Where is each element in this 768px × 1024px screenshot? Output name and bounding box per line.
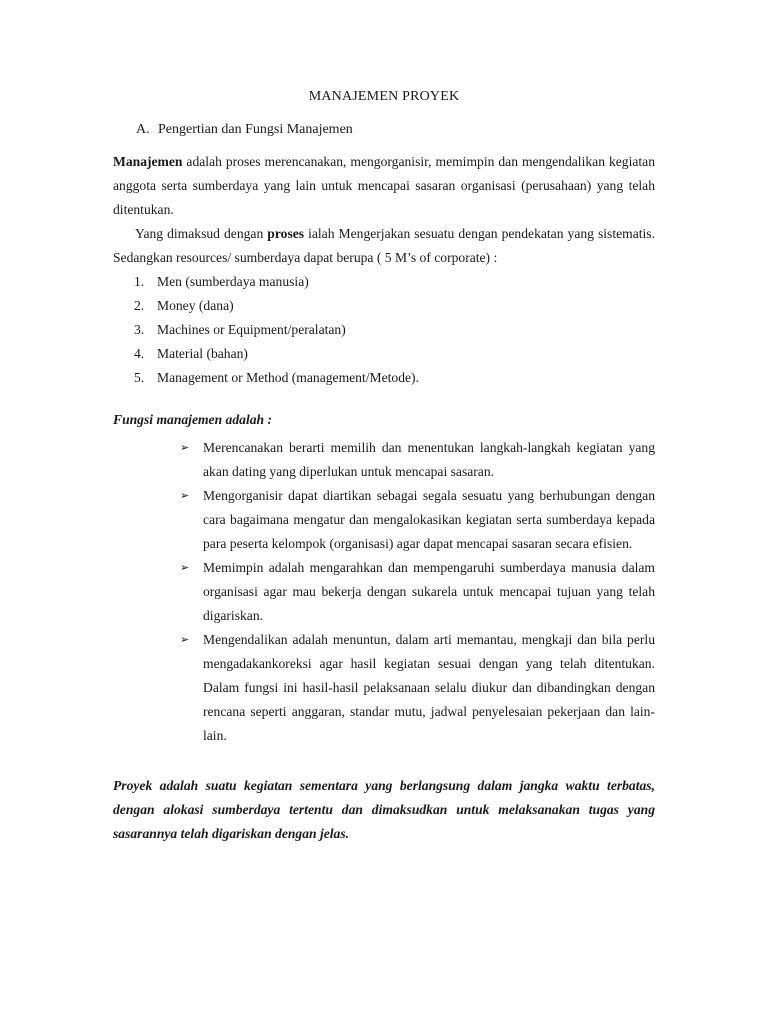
list-text: Management or Method (management/Metode). xyxy=(157,370,419,385)
list-item xyxy=(134,270,654,294)
list-text: Mengendalikan adalah menuntun, dalam arti memantau, mengkaji dan bila perlu mengadakankoreksi agar hasil kegiatan sesuai dengan yang telah ditentukan. Dalam fungsi ini hasil-hasil pelaksanaan selalu diukur dan dibandingkan dengan rencana seperti anggaran, standar mutu, jadwal penyelesaian pekerjaan dan lain-lain. xyxy=(203,632,655,743)
list-item xyxy=(134,318,654,342)
list-number: 2. xyxy=(134,298,145,313)
term-proses: proses xyxy=(267,226,305,241)
paragraph-manajemen xyxy=(113,150,655,222)
paragraph-manajemen-text: adalah proses merencanakan, mengorganisir, memimpin dan mengendalikan kegiatan anggota serta sumberdaya yang lain untuk mencapai sasaran organisasi (perusahaan) yang telah ditentukan. xyxy=(113,154,655,217)
list-item xyxy=(180,556,655,628)
section-letter: A. xyxy=(136,122,150,137)
list-text: Material (bahan) xyxy=(157,346,248,361)
term-manajemen: Manajemen xyxy=(113,154,183,169)
paragraph-proses xyxy=(113,222,655,270)
fungsi-heading: Fungsi manajemen adalah : xyxy=(113,412,273,427)
document-title: MANAJEMEN PROYEK xyxy=(308,89,460,104)
list-item xyxy=(180,484,655,556)
list-item xyxy=(134,294,654,318)
list-number: 5. xyxy=(134,370,145,385)
arrowhead-bullet-icon: ➢ xyxy=(180,442,190,454)
paragraph-proses-after: ialah Mengerjakan sesuatu dengan pendekatan yang sistematis. Sedangkan resources/ sumberdaya dapat berupa ( 5 M’s of corporate) : xyxy=(113,226,655,265)
fungsi-list xyxy=(180,436,655,748)
list-text: Machines or Equipment/peralatan) xyxy=(157,322,346,337)
list-text: Men (sumberdaya manusia) xyxy=(157,274,309,289)
list-text: Merencanakan berarti memilih dan menentukan langkah-langkah kegiatan yang akan dating yang diperlukan untuk mencapai sasaran. xyxy=(203,440,655,479)
list-number: 1. xyxy=(134,274,145,289)
section-heading-text: Pengertian dan Fungsi Manajemen xyxy=(158,122,353,137)
arrowhead-bullet-icon: ➢ xyxy=(180,634,190,646)
list-number: 4. xyxy=(134,346,145,361)
list-item xyxy=(134,366,654,390)
list-text: Mengorganisir dapat diartikan sebagai segala sesuatu yang berhubungan dengan cara bagaimana mengatur dan mengalokasikan kegiatan serta sumberdaya kepada para peserta kelompok (organisasi) agar dapat mencapai sasaran secara efisien. xyxy=(203,488,655,551)
paragraph-proses-before: Yang dimaksud dengan xyxy=(135,226,268,241)
arrowhead-bullet-icon: ➢ xyxy=(180,490,190,502)
section-heading xyxy=(136,122,353,138)
proyek-definition: Proyek adalah suatu kegiatan sementara yang berlangsung dalam jangka waktu terbatas, dengan alokasi sumberdaya tertentu dan dimaksudkan untuk melaksanakan tugas yang sasarannya telah digariskan dengan jelas. xyxy=(113,778,655,841)
list-item xyxy=(180,436,655,484)
resources-list xyxy=(134,270,654,390)
arrowhead-bullet-icon: ➢ xyxy=(180,562,190,574)
list-text: Memimpin adalah mengarahkan dan mempengaruhi sumberdaya manusia dalam organisasi agar mau bekerja dengan sukarela untuk mencapai tujuan yang telah digariskan. xyxy=(203,560,655,623)
list-text: Money (dana) xyxy=(157,298,234,313)
list-item xyxy=(180,628,655,748)
list-item xyxy=(134,342,654,366)
list-number: 3. xyxy=(134,322,145,337)
